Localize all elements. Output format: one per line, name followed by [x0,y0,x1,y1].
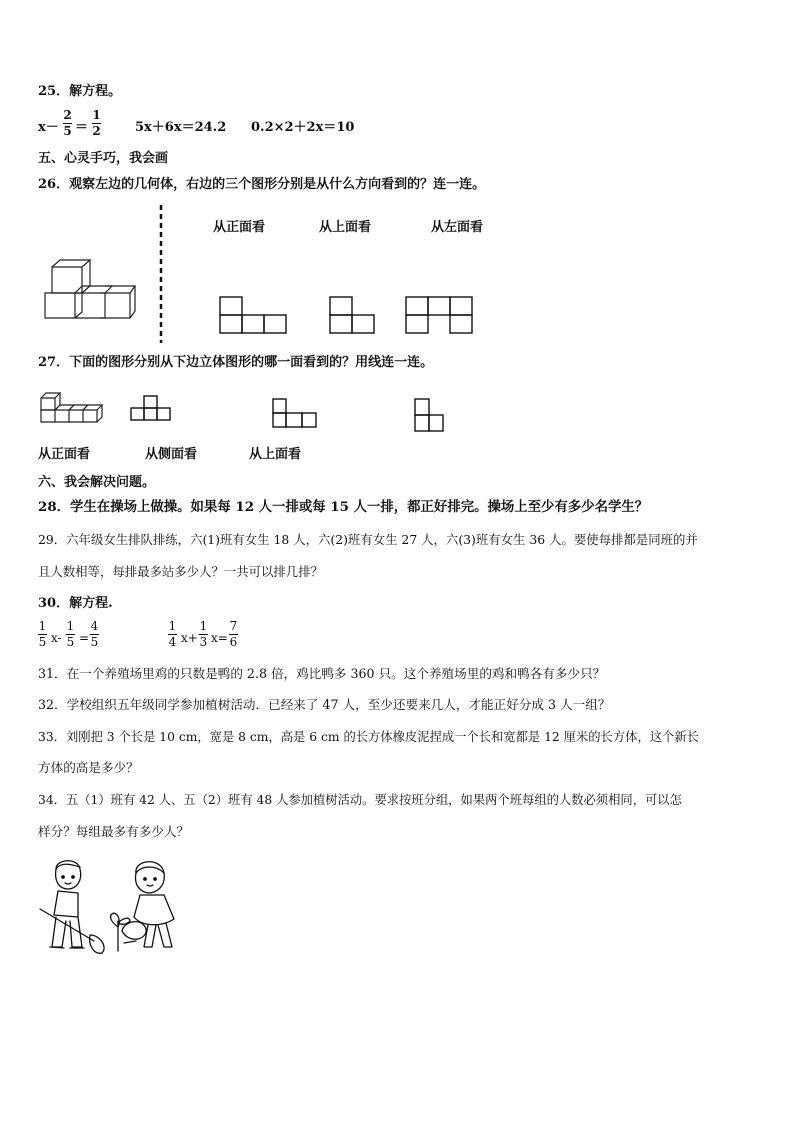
q26-view-grid-2 [329,296,379,336]
q27-view-grid-2 [272,398,322,438]
q30-title: 30．解方程. [38,596,113,611]
q27-view-grid-3 [414,398,450,438]
q32-text: 32．学校组织五年级同学参加植树活动．已经来了 47 人，至少还要来几人，才能正好分成 3 人一组？ [38,697,611,712]
section-5-heading: 五、心灵手巧，我会画 [38,151,169,166]
q30-eq2-fraction-a: 1 4 [168,619,177,649]
q27-title: 27．下面的图形分别从下边立体图形的哪一面看到的？用线连一连。 [38,355,434,370]
q25-eq1-equals: ＝ [75,120,89,135]
q27-solid-figure [38,388,108,436]
q28-text: 28．学生在操场上做操。如果每 12 人一排或每 15 人一排，都正好排完。操场上至少有多少名学生？ [38,499,649,515]
q26-label-front: 从正面看 [213,220,266,235]
q27-label-top: 从上面看 [249,447,302,462]
q30-eq1-equals: = [79,631,90,645]
q25-eq1-fraction-2: 1 2 [92,108,101,138]
section-6-heading: 六、我会解决问题。 [38,475,156,490]
q25-eq1-fraction-1: 2 5 [63,108,72,138]
q30-eq2-mid: x+ [181,631,198,645]
q30-eq2-fraction-c: 7 6 [229,619,238,649]
q26-label-top: 从上面看 [319,220,372,235]
q34-line-1: 34．五（1）班有 42 人、五（2）班有 48 人参加植树活动。要求按班分组，如果两个班每组的人数必须相同，可以怎 [38,793,682,807]
q25-eq1-prefix: x－ [38,120,59,135]
q26-title: 26．观察左边的几何体，右边的三个图形分别是从什么方向看到的？连一连。 [38,177,486,192]
q33-line-1: 33．刘刚把 3 个长是 10 cm，宽是 8 cm，高是 6 cm 的长方体橡皮泥捏成一个长和宽都是 12 厘米的长方体，这个新长 [38,730,699,744]
q29-line-1: 29．六年级女生排队排练，六(1)班有女生 18 人，六(2)班有女生 27 人，六(3)班有女生 36 人。要使每排都是同班的并 [38,532,698,547]
q30-eq1-fraction-b: 1 5 [66,619,75,649]
q30-eq1-mid: x- [51,631,62,645]
q26-dashed-divider [159,205,163,343]
q26-solid-figure [40,255,160,345]
q26-label-left: 从左面看 [431,220,484,235]
girl-body [134,895,174,925]
q27-label-side: 从侧面看 [145,447,198,462]
shovel [40,909,94,941]
q26-view-grid-1 [219,296,289,336]
q31-text: 31．在一个养殖场里鸡的只数是鸭的 2.8 倍，鸡比鸭多 360 只。这个养殖场里的鸡和鸭各有多少只？ [38,666,606,681]
q30-eq1-fraction-a: 1 5 [38,619,47,649]
q25-equation-3: 0.2×2＋2x＝10 [251,120,355,135]
q27-label-front: 从正面看 [38,447,91,462]
q29-line-2: 且人数相等，每排最多站多少人？一共可以排几排？ [38,564,323,579]
q27-view-grid-1 [130,395,180,435]
children-planting-illustration [38,855,188,965]
q30-eq2-fraction-b: 1 3 [199,619,208,649]
q30-eq2-equals: x= [211,631,228,645]
q30-eq1-fraction-c: 4 5 [90,619,99,649]
boy-body [54,891,78,917]
q33-line-2: 方体的高是多少？ [38,760,139,775]
q34-line-2: 样分？每组最多有多少人？ [38,824,190,839]
q25-equation-2: 5x＋6x＝24.2 [135,120,227,135]
q26-view-grid-3 [405,296,477,336]
q25-title: 25．解方程。 [38,84,122,99]
